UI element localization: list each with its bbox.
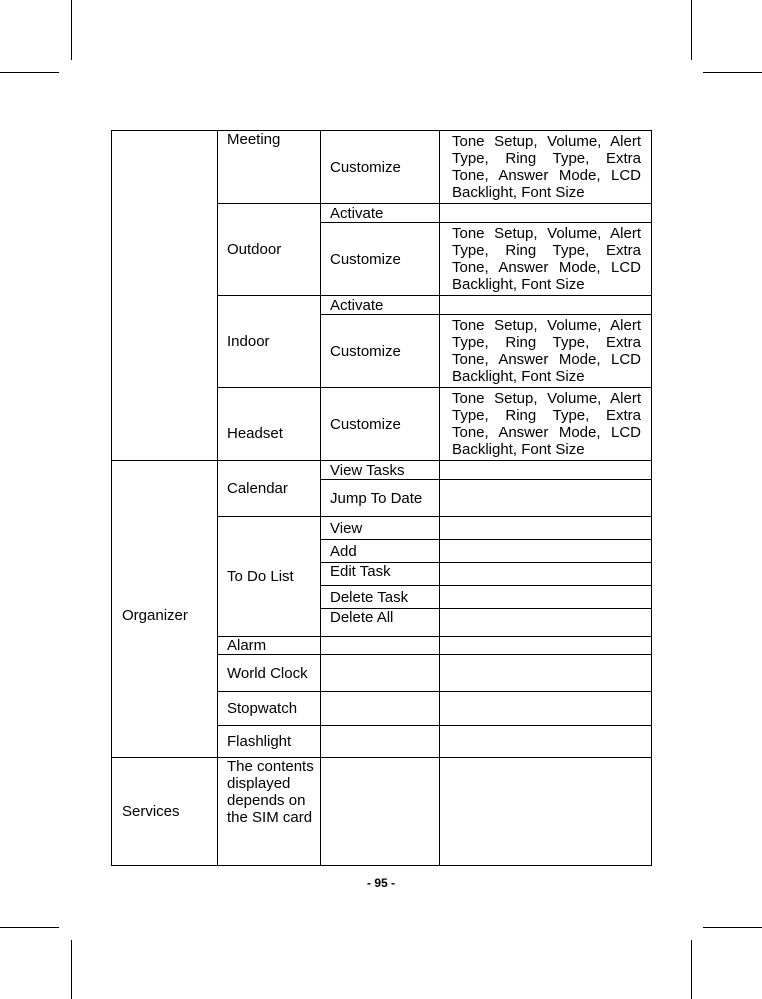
profile-headset: Headset [218, 388, 321, 461]
page-number: - 95 - [366, 876, 395, 890]
crop-mark [703, 927, 762, 928]
crop-mark [0, 927, 59, 928]
calendar-jump-to-date: Jump To Date [321, 480, 440, 517]
empty-cell [440, 517, 652, 540]
outdoor-customize: Customize [321, 223, 440, 296]
empty-cell [440, 480, 652, 517]
table-row [112, 758, 652, 866]
todo-edit-task: Edit Task [321, 563, 440, 586]
crop-mark [691, 0, 692, 60]
empty-cell [440, 692, 652, 726]
world-clock-label: World Clock [218, 655, 321, 692]
calendar-view-tasks: View Tasks [321, 461, 440, 480]
profile-meeting: Meeting [218, 131, 321, 204]
indoor-customize: Customize [321, 315, 440, 388]
crop-mark [703, 72, 762, 73]
empty-cell [321, 637, 440, 655]
empty-cell [440, 540, 652, 563]
crop-mark [0, 72, 59, 73]
todo-delete-task: Delete Task [321, 586, 440, 609]
empty-cell [440, 563, 652, 586]
alarm-label: Alarm [218, 637, 321, 655]
empty-cell [440, 655, 652, 692]
empty-cell [440, 586, 652, 609]
table-row [112, 461, 652, 480]
stopwatch-label: Stopwatch [218, 692, 321, 726]
todo-delete-all: Delete All [321, 609, 440, 637]
services-label: Services [112, 758, 218, 866]
outdoor-activate: Activate [321, 204, 440, 223]
empty-cell [440, 637, 652, 655]
profile-indoor: Indoor [218, 296, 321, 388]
meeting-settings: Tone Setup, Volume, Alert Type, Ring Type, Extra Tone, Answer Mode, LCD Backlight, Font Size [440, 131, 652, 204]
organizer-label: Organizer [112, 461, 218, 758]
headset-customize: Customize [321, 388, 440, 461]
crop-mark [71, 0, 72, 60]
headset-settings: Tone Setup, Volume, Alert Type, Ring Type, Extra Tone, Answer Mode, LCD Backlight, Font Size [440, 388, 652, 461]
menu-tree-table [111, 130, 652, 866]
todo-list-label: To Do List [218, 517, 321, 637]
todo-add: Add [321, 540, 440, 563]
profiles-cell [112, 131, 218, 461]
empty-cell [440, 609, 652, 637]
empty-cell [321, 758, 440, 866]
table-row [112, 131, 652, 204]
outdoor-settings: Tone Setup, Volume, Alert Type, Ring Type, Extra Tone, Answer Mode, LCD Backlight, Font Size [440, 223, 652, 296]
empty-cell [321, 726, 440, 758]
empty-cell [321, 692, 440, 726]
crop-mark [71, 940, 72, 999]
empty-cell [440, 204, 652, 223]
flashlight-label: Flashlight [218, 726, 321, 758]
empty-cell [440, 758, 652, 866]
meeting-customize: Customize [321, 131, 440, 204]
indoor-activate: Activate [321, 296, 440, 315]
empty-cell [321, 655, 440, 692]
empty-cell [440, 296, 652, 315]
crop-mark [691, 940, 692, 999]
services-note: The contents displayed depends on the SIM card [218, 758, 321, 866]
empty-cell [440, 726, 652, 758]
profile-outdoor: Outdoor [218, 204, 321, 296]
calendar-label: Calendar [218, 461, 321, 517]
indoor-settings: Tone Setup, Volume, Alert Type, Ring Type, Extra Tone, Answer Mode, LCD Backlight, Font Size [440, 315, 652, 388]
empty-cell [440, 461, 652, 480]
todo-view: View [321, 517, 440, 540]
